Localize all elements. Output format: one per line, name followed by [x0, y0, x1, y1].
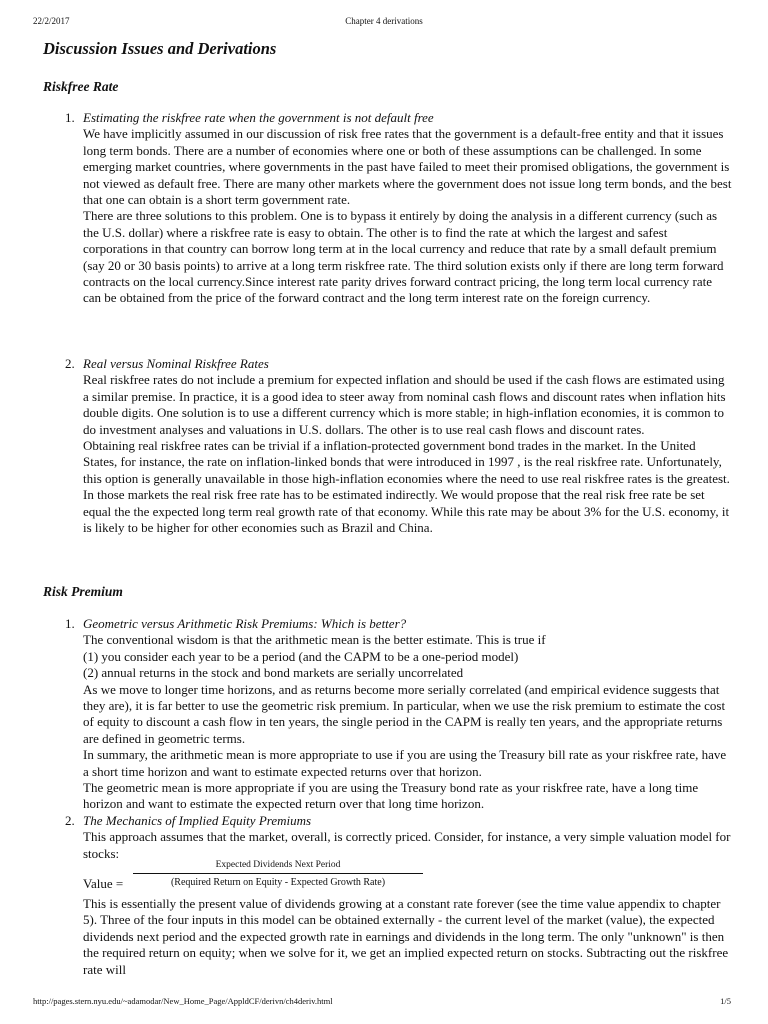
item-heading	[65, 616, 733, 632]
item-number: 1.	[65, 616, 75, 631]
print-date: 22/2/2017	[33, 16, 70, 26]
section-heading-riskfree-rate: Riskfree Rate	[43, 79, 119, 94]
formula-denominator: (Required Return on Equity - Expected Growth Rate)	[170, 877, 386, 888]
paragraph: As we move to longer time horizons, and as returns become more serially correlated (and empirical evidence suggests that they are), it is far better to use the geometric risk premium. In particular, when we use the risk premium to estimate the cost of equity to discount a cash flow in ten years, the single period in the CAPM is really ten years, and the appropriate returns are defined in geometric terms.	[83, 681, 726, 746]
source-url[interactable]: http://pages.stern.nyu.edu/~adamodar/New_Home_Page/AppldCF/derivn/ch4deriv.html	[33, 996, 333, 1006]
item-heading-text: Estimating the riskfree rate when the government is not default free	[83, 110, 434, 125]
print-doc-title: Chapter 4 derivations	[345, 16, 423, 26]
item-number: 2.	[65, 813, 75, 828]
premium-item-1	[65, 616, 733, 813]
premium-item-2	[65, 813, 733, 862]
item-heading-text: Geometric versus Arithmetic Risk Premiums: Which is better?	[83, 616, 407, 631]
paragraph: This is essentially the present value of dividends growing at a constant rate forever (see the time value appendix to chapter 5). Three of the four inputs in this model can be obtained externally - the current level of the market (value), the expected dividends next period and the expected growth rate in earnings and dividends in the long term. The only "unknown" is then the required return on equity; when we solve for it, we get an implied expected return on stocks. Subtracting out the riskfree rate will	[83, 896, 729, 977]
condition-line: (1) you consider each year to be a period (and the CAPM to be a one-period model)	[83, 648, 519, 664]
paragraph: The geometric mean is more appropriate if you are using the Treasury bond rate as your riskfree rate, have a long time horizon and want to estimate the expected return over that long time horizon.	[83, 780, 699, 812]
page-number: 1/5	[720, 996, 731, 1006]
item-heading	[65, 356, 733, 372]
paragraph: The conventional wisdom is that the arithmetic mean is the better estimate. This is true if	[83, 632, 546, 648]
formula-numerator: Expected Dividends Next Period	[215, 860, 341, 870]
formula-fraction-bar	[133, 873, 423, 874]
page-title: Discussion Issues and Derivations	[43, 39, 277, 58]
item-heading-text: Real versus Nominal Riskfree Rates	[83, 356, 269, 371]
item-heading-text: The Mechanics of Implied Equity Premiums	[83, 813, 312, 828]
item-number: 2.	[65, 356, 75, 371]
paragraph: Real riskfree rates do not include a premium for expected inflation and should be used if the cash flows are estimated using a similar premise. In practice, it is a good idea to steer away from nominal cash flows and discount rates when inflation hits double digits. One solution is to use a different currency which is more stable; in high-inflation economies, it is common to do investment analyses and valuations in U.S. dollars. The other is to use real cash flows and discount rates.	[83, 372, 726, 437]
riskfree-item-2	[65, 356, 733, 536]
riskfree-item-1	[65, 110, 733, 307]
item-heading	[65, 813, 733, 829]
formula-label: Value =	[83, 876, 124, 891]
section-heading-risk-premium: Risk Premium	[43, 584, 123, 599]
paragraph: We have implicitly assumed in our discussion of risk free rates that the government is a default-free entity and that it issues long term bonds. There are a number of economies where one or both of these assumptions can be challenged. In some emerging market countries, where governments in the past have failed to meet their promised obligations, the government is not viewed as default free. There are many other markets where the government does not issue long term bonds, and the best that one can obtain is a short term government rate.	[83, 126, 732, 208]
paragraph: This approach assumes that the market, overall, is correctly priced. Consider, for instance, a very simple valuation model for stocks:	[83, 829, 731, 861]
paragraph: There are three solutions to this problem. One is to bypass it entirely by doing the analysis in a different currency (such as the U.S. dollar) where a riskfree rate is easy to obtain. The other is to find the rate at which the largest and safest corporations in that country can borrow long term at in the local currency and reduce that rate by a small default premium (say 20 or 30 basis points) to arrive at a long term riskfree rate. The third solution exists only if there are long term forward contracts on the local currency.Since interest rate parity drives forward contract pricing, the long term local currency rate can be obtained from the price of the forward contract and the long term interest rate on the foreign currency.	[83, 208, 724, 306]
condition-line: (2) annual returns in the stock and bond markets are serially uncorrelated	[83, 665, 464, 681]
valuation-formula	[83, 860, 483, 894]
premium-item-2-continued	[83, 896, 733, 978]
item-number: 1.	[65, 110, 75, 125]
item-heading	[65, 110, 733, 126]
paragraph: In summary, the arithmetic mean is more appropriate to use if you are using the Treasury bill rate as your riskfree rate, have a short time horizon and want to estimate expected returns over that horizon.	[83, 747, 727, 779]
paragraph: Obtaining real riskfree rates can be trivial if a inflation-protected government bond trades in the market. In the United States, for instance, the rate on inflation-linked bonds that were introduced in 1997 , is the real riskfree rate. Unfortunately, this option is generally unavailable in those high-inflation economies where the need to use real riskfree rates is the greatest. In those markets the real risk free rate has to be estimated indirectly. We would propose that the real risk free rate be set equal the the expected long term real growth rate of that economy. While this rate may be about 3% for the U.S. economy, it is likely to be higher for other economies such as Brazil and China.	[83, 438, 730, 536]
